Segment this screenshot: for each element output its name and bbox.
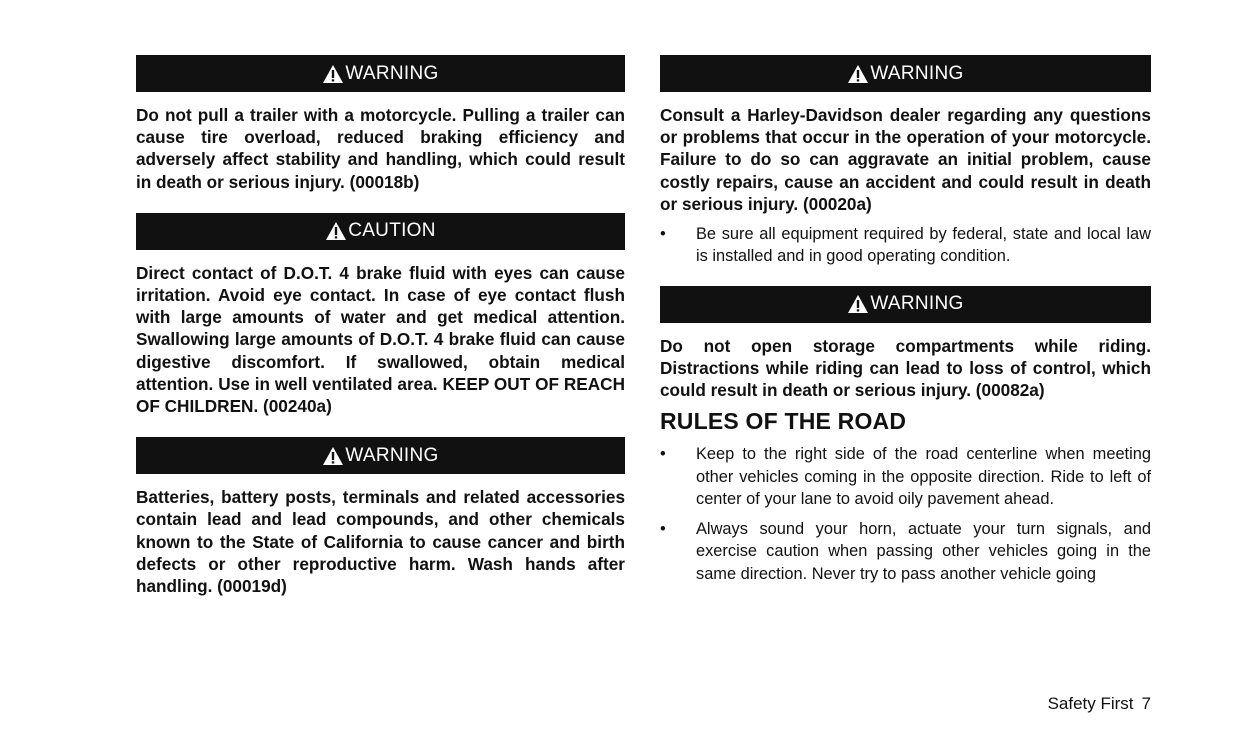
list-item-text: Be sure all equipment required by federal, state and local law is installed and in good operating condition. <box>696 225 1151 266</box>
warning-triangle-icon <box>325 221 347 241</box>
list-item-passing <box>660 518 1151 585</box>
warning-banner-1 <box>136 55 625 92</box>
warning-text-dealer: Consult a Harley-Davidson dealer regarding any questions or problems that occur in the operation of your motorcycle. Failure to do so can aggravate an initial problem, cause costly repairs, cause an accident and could result in death or serious injury. (00020a) <box>660 105 1151 214</box>
bullet-dot: • <box>660 445 666 464</box>
section-title: RULES OF THE ROAD <box>660 408 907 435</box>
warning-triangle-icon <box>322 446 344 466</box>
warning-banner-3 <box>660 55 1151 92</box>
list-item-keep-right <box>660 443 1151 510</box>
caution-label: CAUTION <box>348 220 436 242</box>
list-item-text: Keep to the right side of the road centerline when meeting other vehicles coming in the opposite direction. Ride to left of center of your lane to avoid oily pavement ahead. <box>696 445 1151 508</box>
warning-triangle-icon <box>847 64 869 84</box>
warning-banner-2 <box>136 437 625 474</box>
right-column <box>660 55 1151 585</box>
page-footer <box>1000 694 1151 714</box>
warning-label: WARNING <box>345 444 439 466</box>
list-item-equipment <box>660 223 1151 268</box>
page-number: 7 <box>1141 694 1151 713</box>
warning-text-storage: Do not open storage compartments while riding. Distractions while riding can lead to loss of control, which could result in death or serious injury. (00082a) <box>660 335 1151 401</box>
caution-banner <box>136 213 625 250</box>
bullet-dot: • <box>660 520 666 539</box>
bullet-dot: • <box>660 225 666 244</box>
warning-label: WARNING <box>870 62 964 84</box>
left-column <box>136 55 625 597</box>
footer-section: Safety First <box>1047 694 1134 713</box>
warning-text-batteries: Batteries, battery posts, terminals and related accessories contain lead and lead compounds, and other chemicals known to the State of California to cause cancer and birth defects or other reproductive harm. Wash hands after handling. (00019d) <box>136 487 625 597</box>
list-item-text: Always sound your horn, actuate your turn signals, and exercise caution when passing other vehicles going in the same direction. Never try to pass another vehicle going <box>696 520 1151 583</box>
warning-triangle-icon <box>322 64 344 84</box>
caution-text-brake-fluid: Direct contact of D.O.T. 4 brake fluid with eyes can cause irritation. Avoid eye contact. In case of eye contact flush with large amounts of water and get medical attention. Swallowing large amounts of D.O.T. 4 brake fluid can cause digestive discomfort. If swallowed, obtain medical attention. Use in well ventilated area. KEEP OUT OF REACH OF CHILDREN. (00240a) <box>136 262 625 417</box>
warning-text-trailer: Do not pull a trailer with a motorcycle. Pulling a trailer can cause tire overload, reduced braking efficiency and adversely affect stability and handling, which could result in death or serious injury. (00018b) <box>136 105 625 192</box>
warning-label: WARNING <box>870 293 964 315</box>
warning-triangle-icon <box>847 294 869 314</box>
warning-banner-4 <box>660 286 1151 323</box>
warning-label: WARNING <box>345 62 439 84</box>
